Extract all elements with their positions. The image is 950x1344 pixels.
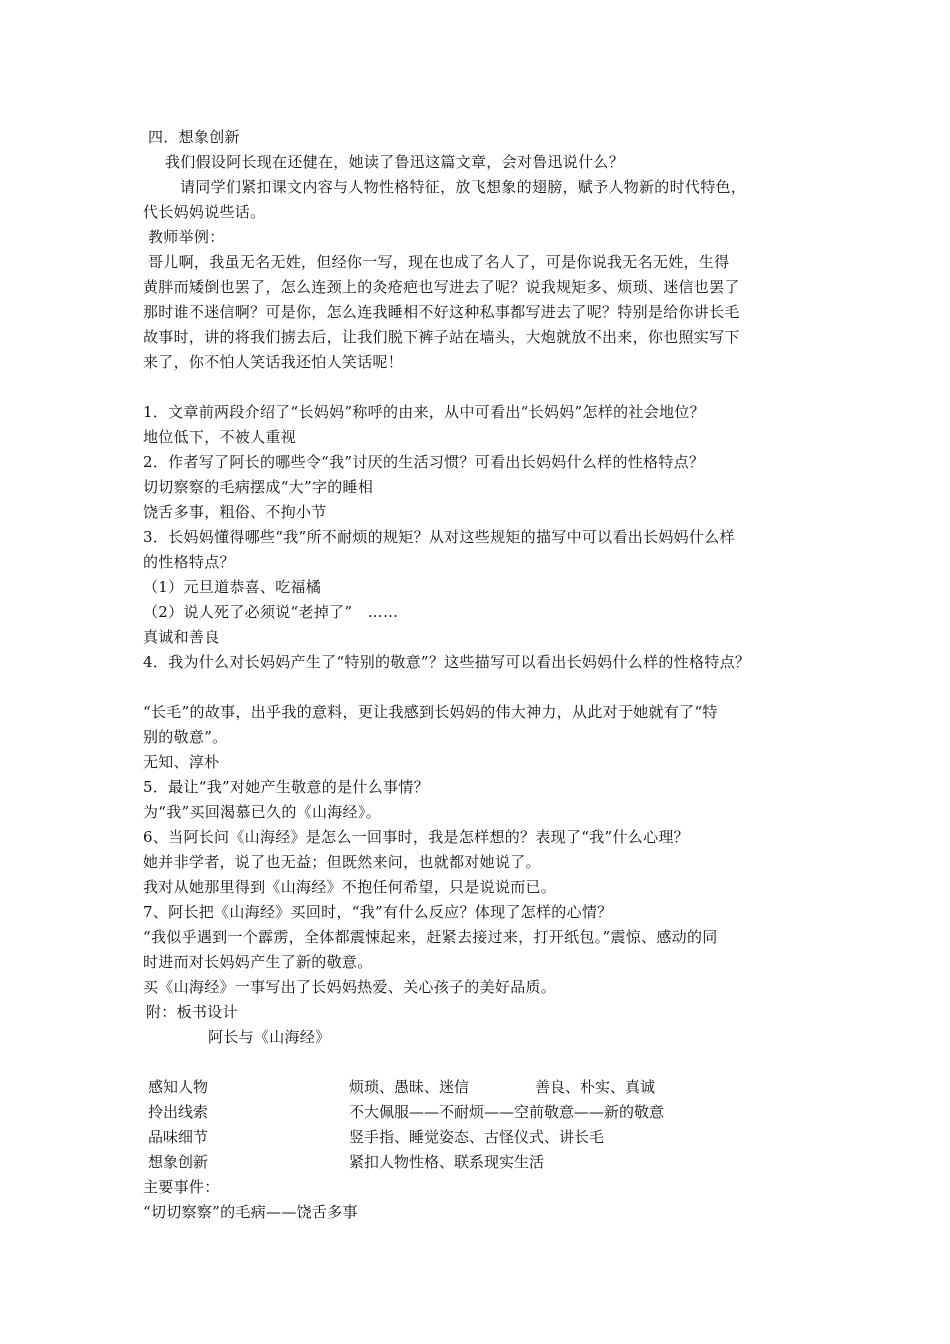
example-paragraph-line: 哥儿啊，我虽无名无姓，但经你一写，现在也成了名人了，可是你说我无名无姓，生得 — [148, 253, 730, 271]
example-label: 教师举例： — [148, 228, 225, 246]
question-line: 4．我为什么对长妈妈产生了“特别的敬意”？这些描写可以看出长妈妈什么样的性格特点？ — [143, 653, 751, 671]
answer-line: （2）说人死了必须说“老掉了” …… — [143, 603, 399, 621]
example-paragraph-line: 那时谁不迷信啊？可是你，怎么连我睡相不好这种私事都写进去了呢？特别是给你讲长毛 — [143, 303, 740, 321]
event-item: “切切察察”的毛病——饶舌多事 — [143, 1203, 358, 1221]
answer-line: 无知、淳朴 — [143, 753, 220, 771]
question-line: 的性格特点？ — [143, 553, 235, 571]
intro-task-line: 代长妈妈说些话。 — [143, 203, 266, 221]
board-label: 附：板书设计 — [146, 1003, 238, 1021]
intro-question: 我们假设阿长现在还健在，她读了鲁迅这篇文章，会对鲁迅说什么？ — [165, 153, 625, 171]
question-line: 6、当阿长问《山海经》是怎么一回事时，我是怎样想的？表现了“我”什么心理？ — [143, 828, 689, 846]
answer-line: 饶舌多事，粗俗、不拘小节 — [143, 503, 327, 521]
answer-line: 地位低下，不被人重视 — [143, 428, 297, 446]
board-row-label: 品味细节 — [148, 1128, 209, 1146]
board-row-content: 不大佩服——不耐烦——空前敬意——新的敬意 — [349, 1103, 665, 1121]
answer-line: “我似乎遇到一个霹雳，全体都震悚起来，赶紧去接过来，打开纸包。”震惊、感动的同 — [143, 928, 718, 946]
board-row-content: 紧扣人物性格、联系现实生活 — [349, 1153, 545, 1171]
intro-task-line: 请同学们紧扣课文内容与人物性格特征，放飞想象的翅膀，赋予人物新的时代特色， — [180, 178, 747, 196]
answer-line: “长毛”的故事，出乎我的意料，更让我感到长妈妈的伟大神力，从此对于她就有了“特 — [143, 703, 718, 721]
question-line: 7、阿长把《山海经》买回时，“我”有什么反应？体现了怎样的心情？ — [143, 903, 613, 921]
example-paragraph-line: 黄胖而矮倒也罢了，怎么连颈上的灸疮疤也写进去了呢？说我规矩多、烦琐、迷信也罢了 — [143, 278, 740, 296]
question-line: 1．文章前两段介绍了“长妈妈”称呼的由来，从中可看出“长妈妈”怎样的社会地位？ — [143, 403, 705, 421]
example-paragraph-line: 来了，你不怕人笑话我还怕人笑话呢！ — [143, 353, 404, 371]
answer-line: 切切察察的毛病摆成“大”字的睡相 — [143, 478, 374, 496]
section-heading: 四．想象创新 — [148, 128, 240, 146]
events-label: 主要事件： — [143, 1178, 220, 1196]
board-row-label: 拎出线索 — [148, 1103, 209, 1121]
answer-line: 买《山海经》一事写出了长妈妈热爱、关心孩子的美好品质。 — [143, 978, 557, 996]
board-row-label: 感知人物 — [148, 1078, 209, 1096]
board-title: 阿长与《山海经》 — [208, 1028, 331, 1046]
answer-line: 她并非学者，说了也无益；但既然来问，也就都对她说了。 — [143, 853, 541, 871]
question-line: 5．最让“我”对她产生敬意的是什么事情？ — [143, 778, 429, 796]
answer-line: 真诚和善良 — [143, 628, 220, 646]
answer-line: 为“我”买回渴慕已久的《山海经》。 — [143, 803, 381, 821]
answer-line: 时进而对长妈妈产生了新的敬意。 — [143, 953, 373, 971]
board-row-content: 竖手指、睡觉姿态、古怪仪式、讲长毛 — [349, 1128, 605, 1146]
board-row-label: 想象创新 — [148, 1153, 209, 1171]
board-row-content: 烦琐、愚昧、迷信 — [349, 1078, 470, 1096]
answer-line: （1）元旦道恭喜、吃福橘 — [143, 578, 322, 596]
board-row-extra: 善良、朴实、真诚 — [535, 1078, 656, 1096]
example-paragraph-line: 故事时，讲的将我们掳去后，让我们脱下裤子站在墙头，大炮就放不出来，你也照实写下 — [143, 328, 740, 346]
answer-line: 我对从她那里得到《山海经》不抱任何希望，只是说说而已。 — [143, 878, 557, 896]
question-line: 2．作者写了阿长的哪些令“我”讨厌的生活习惯？可看出长妈妈什么样的性格特点？ — [143, 453, 705, 471]
question-line: 3．长妈妈懂得哪些“我”所不耐烦的规矩？从对这些规矩的描写中可以看出长妈妈什么样 — [143, 528, 735, 546]
answer-line: 别的敬意”。 — [143, 728, 228, 746]
